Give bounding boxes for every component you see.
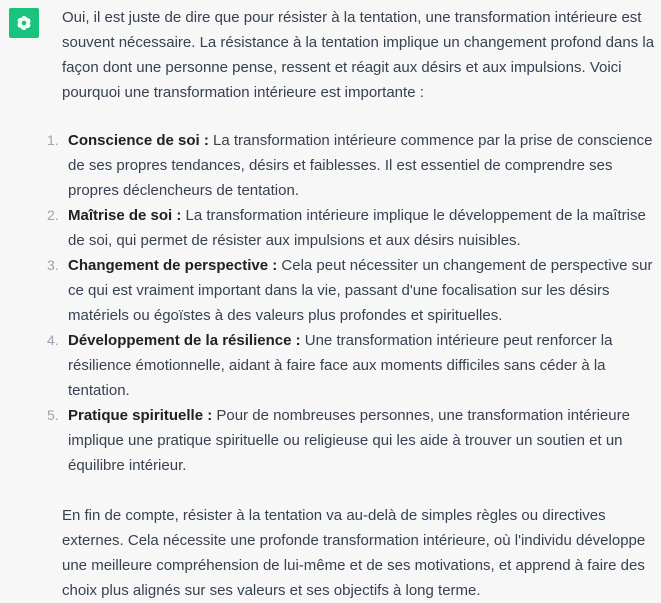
list-item-term: Pratique spirituelle : [68, 407, 213, 424]
list-item-term: Changement de perspective : [68, 257, 278, 274]
list-item-number: 4. [47, 332, 59, 348]
list-item [47, 203, 656, 253]
list-item-text: Pour de nombreuses personnes, une transformation intérieure implique une pratique spirituelle ou religieuse qui les aide à trouver un soutien et un équilibre intérieur. [68, 407, 630, 474]
list-item-number: 2. [47, 207, 59, 223]
list-item-text: Cela peut nécessiter un changement de perspective sur ce qui est vraiment important dans la vie, passant d'une focalisation sur les désirs matériels ou égoïstes à des valeurs plus profondes et spirituelles. [68, 257, 653, 324]
list-item-term: Développement de la résilience : [68, 332, 301, 349]
list-item-number: 1. [47, 132, 59, 148]
list-item [47, 403, 656, 478]
message-intro: Oui, il est juste de dire que pour résister à la tentation, une transformation intérieure est souvent nécessaire. La résistance à la tentation implique un changement profond dans la façon dont une personne pense, ressent et réagit aux désirs et aux impulsions. Voici pourquoi une transformation intérieure est importante : [62, 9, 655, 101]
list-item [47, 253, 656, 328]
list-item-number: 3. [47, 257, 59, 273]
list-item-text: La transformation intérieure implique le développement de la maîtrise de soi, qui permet de résister aux impulsions et aux désirs nuisibles. [68, 207, 646, 249]
list-item-text: Une transformation intérieure peut renforcer la résilience émotionnelle, aidant à faire face aux moments difficiles sans céder à la tentation. [68, 332, 613, 399]
list-item-term: Conscience de soi : [68, 132, 209, 149]
message-conclusion: En fin de compte, résister à la tentation va au-delà de simples règles ou directives externes. Cela nécessite une profonde transformation intérieure, où l'individu développe une meilleure compréhension de lui-même et de ses motivations, et apprend à faire des choix plus alignés sur ses valeurs et ses objectifs à long terme. [62, 507, 646, 599]
list-item-text: La transformation intérieure commence par la prise de conscience de ses propres tendances, désirs et faiblesses. Il est essentiel de comprendre ses propres déclencheurs de tentation. [68, 132, 653, 199]
assistant-avatar [9, 8, 39, 38]
list-item-number: 5. [47, 407, 59, 423]
points-list [47, 128, 656, 478]
openai-logo-icon [14, 13, 34, 33]
list-item [47, 128, 656, 203]
list-item [47, 328, 656, 403]
list-item-term: Maîtrise de soi : [68, 207, 182, 224]
assistant-message [47, 5, 656, 603]
